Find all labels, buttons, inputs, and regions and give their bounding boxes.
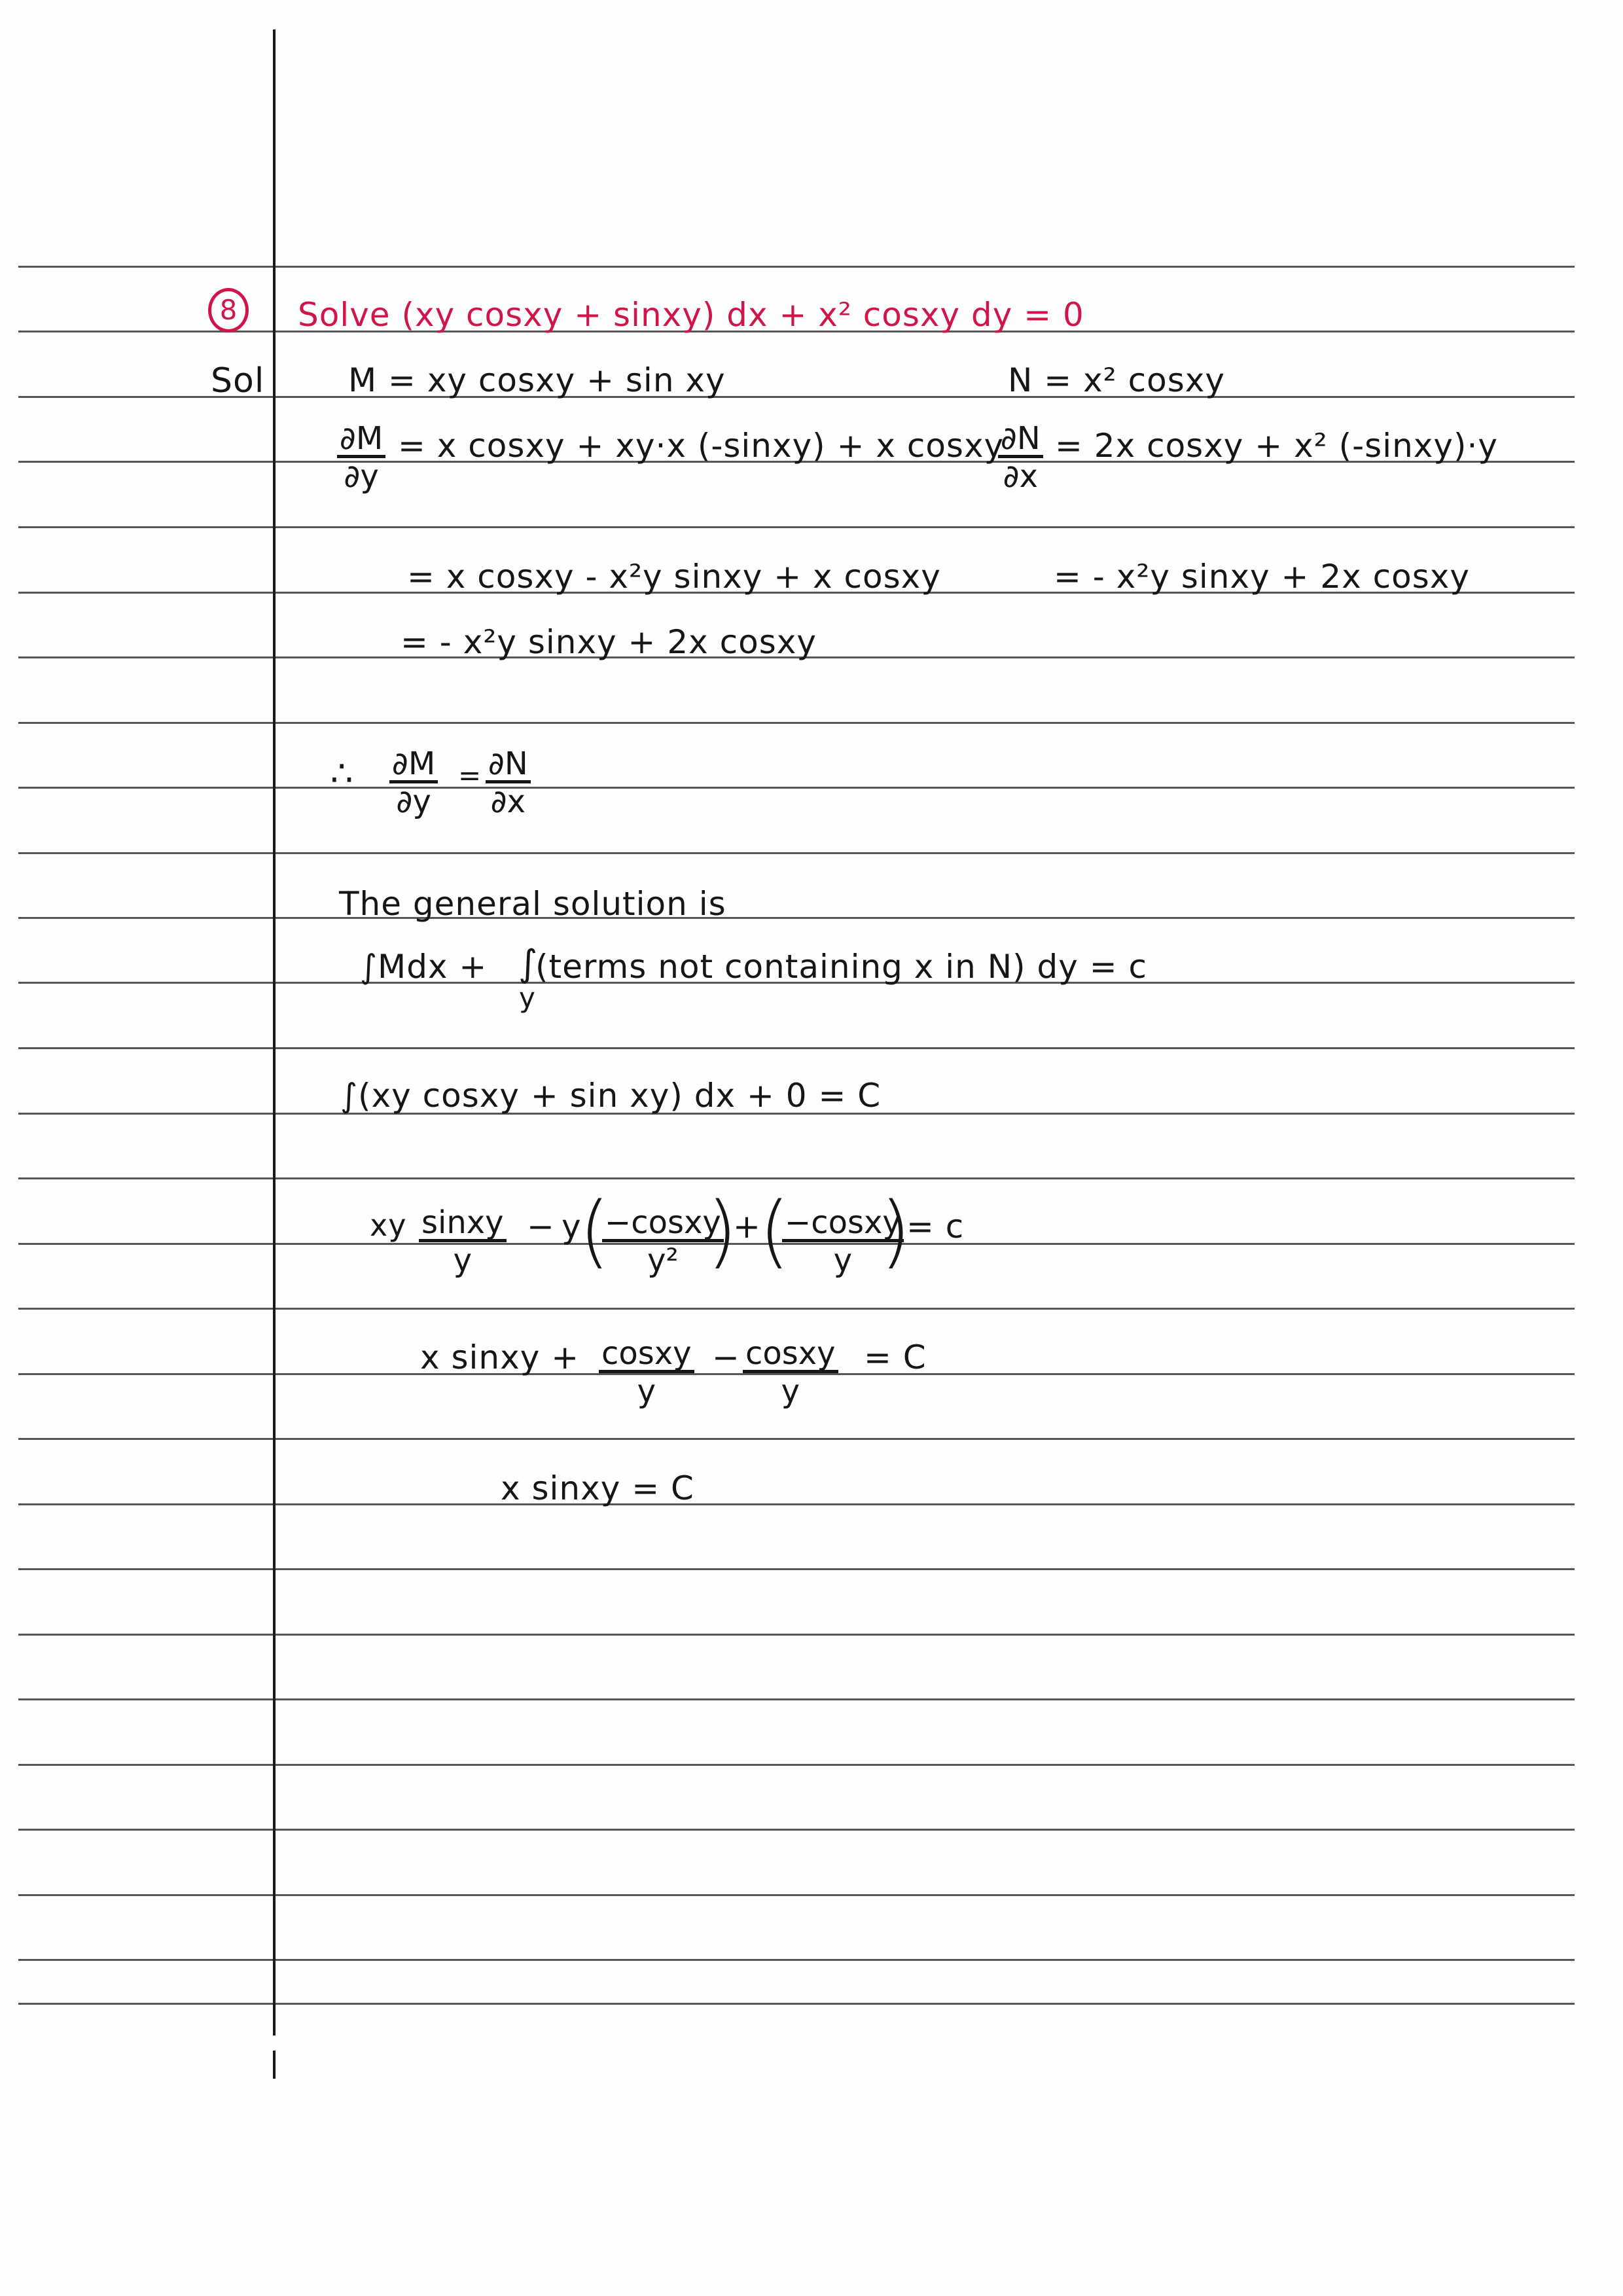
margin-line-tail	[273, 2051, 276, 2079]
m-definition: M = xy cosxy + sin xy	[348, 361, 726, 399]
antideriv-t2-prefix: y	[562, 1208, 582, 1246]
therefore-symbol: ∴	[330, 753, 354, 794]
question-number-badge: 8	[208, 288, 249, 332]
antideriv-plus: +	[733, 1208, 761, 1246]
ruled-line	[18, 1308, 1575, 1310]
dm-dy-fraction	[337, 422, 385, 494]
therefore-lhs-num: ∂M	[389, 747, 438, 783]
ruled-line	[18, 1047, 1575, 1049]
simplify-t3-num: cosxy	[743, 1337, 838, 1373]
ruled-line	[18, 1698, 1575, 1700]
antideriv-rhs: = c	[906, 1208, 965, 1246]
general-solution-heading: The general solution is	[339, 885, 726, 923]
antideriv-t2-close-paren: )	[707, 1186, 738, 1277]
antideriv-t3-num: −cosxy	[782, 1206, 904, 1242]
dn-step-2: = - x²y sinxy + 2x cosxy	[1054, 558, 1470, 596]
simplify-minus: −	[712, 1338, 740, 1376]
antideriv-t3-open-paren: (	[759, 1186, 790, 1277]
question-statement: Solve (xy cosxy + sinxy) dx + x² cosxy dy = 0	[298, 296, 1084, 334]
antideriv-t2-den: y²	[647, 1242, 679, 1280]
therefore-rhs-den: ∂x	[490, 783, 526, 821]
antideriv-t3-den: y	[833, 1242, 853, 1280]
dm-denominator: ∂y	[344, 458, 379, 495]
solution-label: Sol	[211, 361, 265, 401]
ruled-line	[18, 526, 1575, 528]
dm-step-2: = x cosxy - x²y sinxy + x cosxy	[407, 558, 941, 596]
ruled-line	[18, 1894, 1575, 1896]
ruled-line	[18, 1959, 1575, 1961]
antideriv-t2-open-paren: (	[579, 1186, 610, 1277]
antideriv-t3-close-paren: )	[880, 1186, 911, 1277]
dm-numerator: ∂M	[337, 422, 385, 458]
simplify-t2-num: cosxy	[599, 1337, 694, 1373]
ruled-line	[18, 1568, 1575, 1570]
therefore-lhs-den: ∂y	[396, 783, 431, 821]
ruled-line	[18, 2003, 1575, 2005]
dn-step-1: = 2x cosxy + x² (-sinxy)·y	[1055, 427, 1498, 465]
simplify-t2-den: y	[637, 1373, 656, 1410]
simplify-t3-den: y	[781, 1373, 800, 1410]
ruled-line	[18, 1634, 1575, 1636]
ruled-line	[18, 787, 1575, 789]
simplify-t1: x sinxy +	[420, 1338, 580, 1376]
n-definition: N = x² cosxy	[1008, 361, 1225, 399]
final-answer: x sinxy = C	[501, 1469, 694, 1507]
antideriv-t1-den: y	[453, 1242, 472, 1280]
therefore-equals: =	[458, 759, 482, 791]
ruled-line	[18, 722, 1575, 724]
dm-step-1: = x cosxy + xy·x (-sinxy) + x cosxy	[398, 427, 1005, 465]
antideriv-t2-fraction	[602, 1206, 724, 1278]
antideriv-t2-num: −cosxy	[602, 1206, 724, 1242]
ruled-line	[18, 266, 1575, 268]
general-formula-part1: ∫Mdx +	[360, 948, 488, 986]
therefore-rhs-num: ∂N	[486, 747, 531, 783]
dn-denominator: ∂x	[1003, 458, 1038, 495]
therefore-rhs-fraction	[486, 747, 531, 819]
ruled-line	[18, 852, 1575, 854]
antideriv-t1-prefix: xy	[370, 1208, 407, 1243]
ruled-line	[18, 1829, 1575, 1831]
ruled-line	[18, 1503, 1575, 1505]
ruled-line	[18, 1177, 1575, 1179]
simplify-t3-fraction	[743, 1337, 838, 1409]
integral-substitution: ∫(xy cosxy + sin xy) dx + 0 = C	[340, 1077, 882, 1115]
general-formula-part2: (terms not containing x in N) dy = c	[535, 948, 1148, 986]
antideriv-t1-num: sinxy	[419, 1206, 507, 1242]
general-formula-integral: ∫	[518, 942, 539, 985]
dn-numerator: ∂N	[998, 422, 1043, 458]
simplify-t2-fraction	[599, 1337, 694, 1409]
ruled-line	[18, 1764, 1575, 1766]
antideriv-t1-fraction	[419, 1206, 507, 1278]
simplify-rhs: = C	[864, 1338, 927, 1376]
dm-step-3: = - x²y sinxy + 2x cosxy	[401, 623, 817, 661]
ruled-line	[18, 917, 1575, 919]
general-formula-subscript: y	[519, 982, 535, 1014]
ruled-line	[18, 1438, 1575, 1440]
antideriv-minus: −	[527, 1208, 555, 1246]
therefore-lhs-fraction	[389, 747, 438, 819]
margin-line	[273, 29, 276, 2036]
dn-dx-fraction	[998, 422, 1043, 494]
